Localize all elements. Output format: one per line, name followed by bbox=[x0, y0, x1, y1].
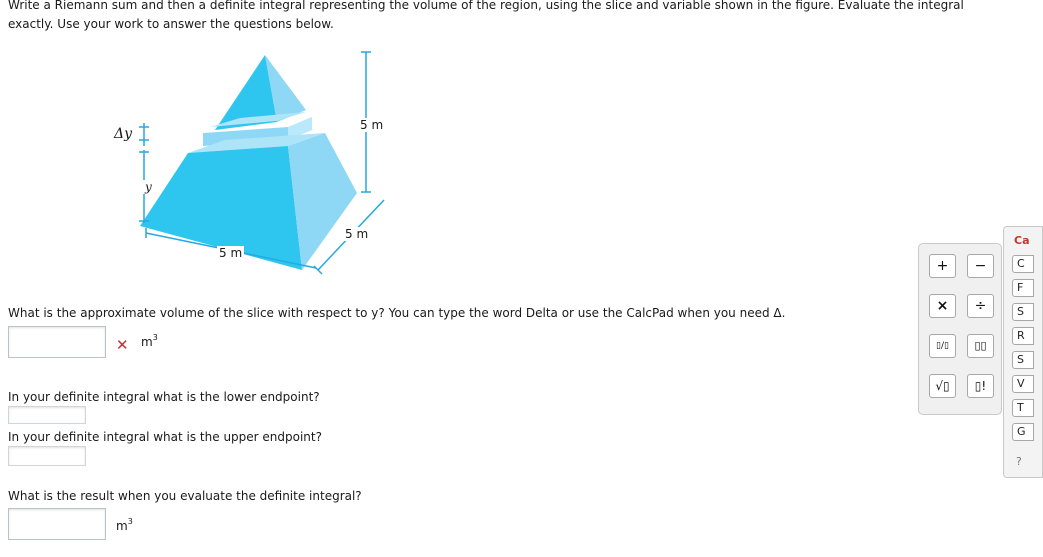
side-tab-3[interactable]: S bbox=[1012, 303, 1034, 321]
q4-prompt: What is the result when you evaluate the definite integral? bbox=[8, 489, 362, 503]
side-tab-7[interactable]: T bbox=[1012, 399, 1034, 417]
q4-unit: $m^3$ bbox=[116, 517, 133, 533]
side-tab-8[interactable]: G bbox=[1012, 423, 1034, 441]
plus-button[interactable]: + bbox=[929, 254, 956, 278]
front-base-label: 5 m bbox=[219, 246, 243, 260]
incorrect-icon: ✕ bbox=[116, 336, 129, 354]
q3-prompt: In your definite integral what is the upper endpoint? bbox=[8, 430, 322, 444]
factorial-button[interactable]: ▯! bbox=[967, 374, 994, 398]
multiply-button[interactable]: × bbox=[929, 294, 956, 318]
side-tab-4[interactable]: R bbox=[1012, 327, 1034, 345]
q2-answer-input[interactable] bbox=[8, 406, 86, 424]
fraction-button[interactable]: ▯/▯ bbox=[929, 334, 956, 358]
exponent-button[interactable]: ▯▯ bbox=[967, 334, 994, 358]
side-base-label: 5 m bbox=[345, 227, 369, 241]
q1-answer-input[interactable] bbox=[8, 326, 106, 358]
pyramid-figure bbox=[100, 45, 410, 285]
height-label: 5 m bbox=[360, 118, 384, 132]
side-panel-title: Ca bbox=[1014, 234, 1030, 247]
q3-answer-input[interactable] bbox=[8, 446, 86, 466]
calcpad-panel bbox=[918, 243, 1002, 415]
calcpad-side-panel bbox=[1003, 226, 1043, 478]
instructions-line-1: Write a Riemann sum and then a definite integral representing the volume of the region, using the slice and variable shown in the figure. Evaluate the integral bbox=[8, 0, 964, 12]
divide-button[interactable]: ÷ bbox=[967, 294, 994, 318]
delta-y-label: Δy bbox=[114, 126, 133, 142]
instructions-line-2: exactly. Use your work to answer the questions below. bbox=[8, 17, 334, 31]
square-root-button[interactable]: √▯ bbox=[929, 374, 956, 398]
q2-prompt: In your definite integral what is the lower endpoint? bbox=[8, 390, 320, 404]
help-icon[interactable]: ? bbox=[1016, 455, 1022, 468]
side-tab-5[interactable]: S bbox=[1012, 351, 1034, 369]
side-tab-2[interactable]: F bbox=[1012, 279, 1034, 297]
minus-button[interactable]: − bbox=[967, 254, 994, 278]
q1-unit: $m^3$ bbox=[141, 333, 158, 349]
q4-answer-input[interactable] bbox=[8, 508, 106, 540]
y-variable-label: y bbox=[145, 180, 152, 194]
q1-prompt: What is the approximate volume of the slice with respect to y? You can type the word Delta or use the CalcPad when you need Δ. bbox=[8, 306, 786, 320]
side-tab-1[interactable]: C bbox=[1012, 255, 1034, 273]
side-tab-6[interactable]: V bbox=[1012, 375, 1034, 393]
